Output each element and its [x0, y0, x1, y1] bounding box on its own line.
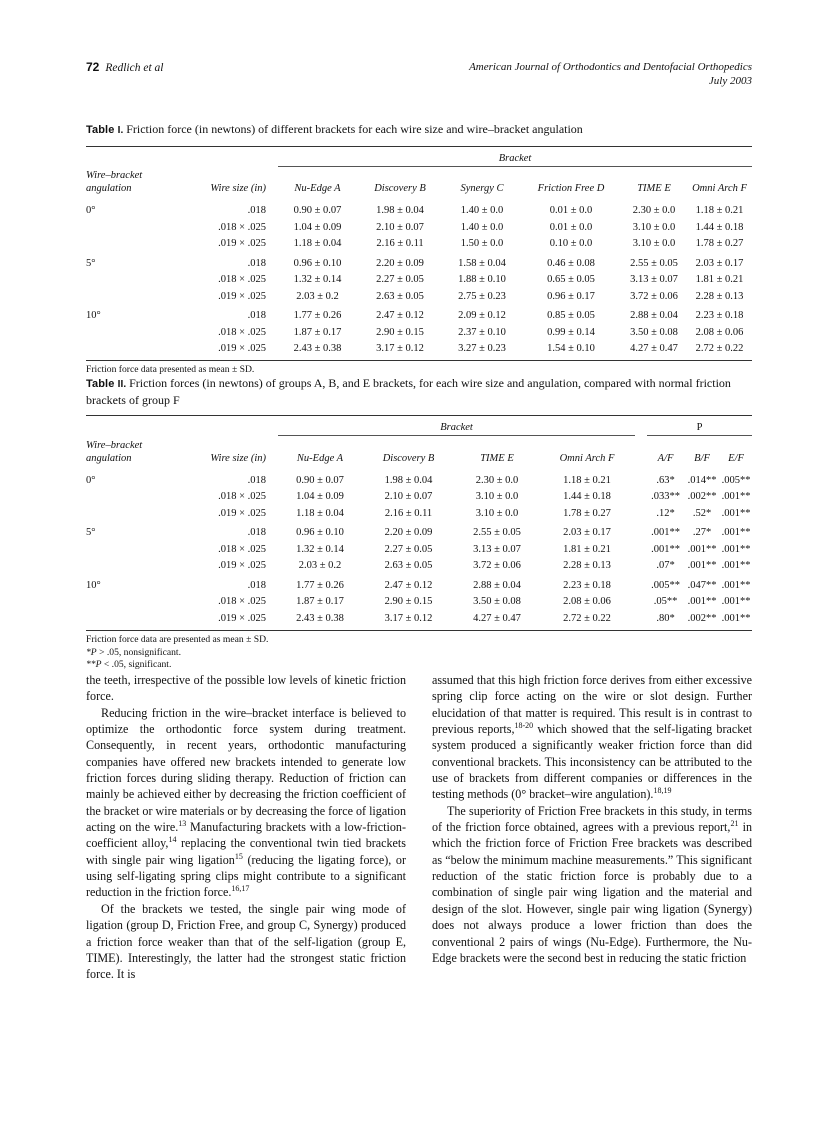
- cell-angulation: [86, 505, 170, 522]
- cell-friction-force: 2.16 ± 0.11: [376, 238, 424, 250]
- cell-friction-force: 1.04 ± 0.09: [293, 221, 342, 233]
- cell-gap: [635, 558, 647, 575]
- body-paragraph: the teeth, irrespective of the possible low levels of kinetic friction force.: [86, 673, 406, 704]
- table-2-p-head-0: A/F: [657, 452, 674, 464]
- cell-friction-force: 1.87 ± 0.17: [293, 326, 342, 338]
- cell-wire-size: .018 × .025: [218, 596, 266, 608]
- cell-p-value: .005**: [651, 579, 680, 591]
- cell-friction-force: 2.16 ± 0.11: [384, 507, 433, 519]
- cell-friction-force: 1.44 ± 0.18: [695, 221, 744, 233]
- cell-gap: [635, 470, 647, 489]
- cell-p-value: .001**: [720, 611, 752, 631]
- cell-p-value: .001**: [651, 527, 680, 539]
- table-2-footnote-double-star: **P < .05, significant.: [86, 659, 172, 671]
- table-2-col-head-0: Nu-Edge A: [296, 452, 344, 464]
- cell-angulation: [86, 341, 170, 361]
- cell-friction-force: 1.32 ± 0.14: [293, 274, 342, 286]
- cell-gap: [635, 541, 647, 558]
- table-row: [86, 253, 752, 272]
- cell-friction-force: 2.08 ± 0.06: [695, 326, 744, 338]
- table-1-col-head-4: TIME E: [637, 183, 671, 194]
- table-1-col-head-1: Discovery B: [374, 183, 426, 194]
- table-1-caption-text: Friction force (in newtons) of different brackets for each wire size and wire–bracket angulation: [126, 122, 583, 136]
- table-2-caption-text: Friction forces (in newtons) of groups A, B, and E brackets, for each wire size and angulation, compared with normal friction brackets of group F: [86, 376, 731, 407]
- cell-friction-force: 0.10 ± 0.0: [549, 238, 593, 250]
- table-1-col-head-2: Synergy C: [460, 183, 504, 194]
- cell-friction-force: 4.27 ± 0.47: [621, 341, 687, 361]
- cell-friction-force: 1.98 ± 0.04: [384, 474, 433, 486]
- cell-angulation: [86, 611, 170, 631]
- table-1-col-head-0: Nu-Edge A: [294, 183, 341, 194]
- cell-friction-force: 3.17 ± 0.12: [362, 611, 455, 631]
- cell-friction-force: 2.43 ± 0.38: [278, 341, 357, 361]
- cell-gap: [635, 594, 647, 611]
- cell-angulation: [86, 558, 170, 575]
- issue-date: July 2003: [708, 75, 752, 87]
- cell-friction-force: 1.18 ± 0.04: [293, 238, 342, 250]
- cell-friction-force: 2.30 ± 0.0: [632, 205, 676, 216]
- journal-title: American Journal of Orthodontics and Dentofacial Orthopedics: [469, 61, 752, 73]
- cell-gap: [635, 505, 647, 522]
- cell-p-value: .001**: [721, 543, 751, 555]
- cell-friction-force: 2.03 ± 0.2: [296, 290, 339, 302]
- table-2-caption: [86, 376, 752, 408]
- body-column-left: [86, 672, 406, 983]
- cell-friction-force: 1.18 ± 0.21: [695, 205, 744, 216]
- cell-p-value: .05**: [653, 596, 678, 608]
- cell-friction-force: 1.98 ± 0.04: [376, 205, 424, 216]
- cell-p-value: .001**: [651, 543, 680, 555]
- cell-friction-force: 1.81 ± 0.21: [695, 274, 744, 286]
- cell-friction-force: 1.18 ± 0.21: [563, 474, 611, 486]
- cell-friction-force: 1.81 ± 0.21: [563, 543, 611, 555]
- body-paragraph: The superiority of Friction Free brackets in this study, in terms of the friction force obtained, agrees with a previous report,$^{21}$ in which the friction force of Friction Free brackets was described as “below the minimum machine measurements.” This significant reduction of the static friction force is probably due to a combination of single pair wing ligation and the material and design of the slot. However, single pair wing ligation (Synergy) does not always produce a lower friction than does the conventional 2 pairs of wings (Nu-Edge). Furthermore, the Nu-Edge brackets were the second best in reducing the static friction: [432, 803, 752, 965]
- running-head-right: [469, 60, 752, 88]
- cell-friction-force: 4.27 ± 0.47: [455, 611, 539, 631]
- cell-angulation: 5°: [86, 527, 96, 539]
- body-paragraph: Of the brackets we tested, the single pair wing mode of ligation (group D, Friction Free, and group C, Synergy) produced a friction force weaker than that of the self-ligation (group E, TIME). Interestingly, the latter had the strongest static friction force. It is: [86, 901, 406, 982]
- cell-friction-force: 2.90 ± 0.15: [384, 596, 433, 608]
- table-2-col-head-1: Discovery B: [382, 452, 435, 464]
- cell-friction-force: 0.96 ± 0.10: [293, 257, 342, 269]
- cell-angulation: [86, 594, 170, 611]
- cell-p-value: .001**: [721, 507, 751, 519]
- table-1-col-head-5: Omni Arch F: [692, 183, 747, 194]
- table-row: [86, 522, 752, 541]
- cell-friction-force: 3.17 ± 0.12: [357, 341, 443, 361]
- table-row: [86, 305, 752, 324]
- cell-gap: [635, 575, 647, 594]
- cell-angulation: 0°: [86, 474, 96, 486]
- spanner-gap: [635, 416, 647, 436]
- cell-angulation: [86, 324, 170, 341]
- cell-friction-force: 1.58 ± 0.04: [458, 257, 506, 269]
- body-column-right: [432, 672, 752, 983]
- table-1-col-head-3: Friction Free D: [537, 183, 605, 194]
- cell-wire-size: .019 × .025: [170, 611, 278, 631]
- cell-friction-force: 3.13 ± 0.07: [473, 543, 521, 555]
- table-2-wire-size-head: Wire size (in): [210, 452, 266, 464]
- cell-friction-force: 3.72 ± 0.06: [473, 560, 521, 572]
- cell-p-value: .80*: [647, 611, 684, 631]
- table-2-col-head-2: TIME E: [480, 452, 514, 464]
- cell-friction-force: 0.65 ± 0.05: [547, 274, 595, 286]
- table-row: [86, 200, 752, 219]
- table-row: [86, 289, 752, 306]
- running-head-left: [86, 60, 163, 74]
- cell-friction-force: 2.55 ± 0.05: [473, 527, 521, 539]
- table-2-col-head-3: Omni Arch F: [559, 452, 615, 464]
- cell-wire-size: .019 × .025: [218, 238, 266, 250]
- cell-p-value: .001**: [687, 560, 717, 572]
- cell-wire-size: .018: [247, 205, 266, 216]
- table-2-column-head-row: [86, 436, 752, 470]
- cell-wire-size: .019 × .025: [170, 341, 278, 361]
- cell-p-value: .002**: [684, 611, 720, 631]
- cell-p-value: .52*: [692, 507, 712, 519]
- cell-wire-size: .018: [247, 579, 266, 591]
- cell-friction-force: 0.96 ± 0.17: [547, 290, 595, 302]
- cell-friction-force: 2.90 ± 0.15: [376, 326, 424, 338]
- cell-p-value: .001**: [721, 596, 751, 608]
- cell-friction-force: 3.10 ± 0.0: [475, 507, 519, 519]
- journal-page: [86, 0, 752, 1122]
- cell-friction-force: 0.85 ± 0.05: [547, 310, 595, 322]
- cell-friction-force: 2.03 ± 0.17: [563, 527, 611, 539]
- cell-wire-size: .018: [247, 527, 266, 539]
- cell-wire-size: .018: [247, 257, 266, 269]
- cell-p-value: .27*: [692, 527, 712, 539]
- cell-friction-force: 2.27 ± 0.05: [376, 274, 424, 286]
- table-1-caption: [86, 122, 752, 139]
- table-1-label: Table I.: [86, 124, 124, 136]
- table-row: [86, 219, 752, 236]
- cell-friction-force: 2.88 ± 0.04: [630, 310, 678, 322]
- cell-friction-force: 2.37 ± 0.10: [458, 326, 506, 338]
- cell-friction-force: 1.04 ± 0.09: [296, 491, 344, 503]
- cell-angulation: 10°: [86, 310, 101, 322]
- table-2-spanner-p: P: [647, 416, 752, 436]
- cell-friction-force: 0.96 ± 0.10: [296, 527, 344, 539]
- cell-p-value: .001**: [721, 491, 751, 503]
- spanner-blank-stub-2: [86, 416, 170, 436]
- cell-friction-force: 1.32 ± 0.14: [296, 543, 344, 555]
- cell-angulation: [86, 489, 170, 506]
- cell-friction-force: 2.47 ± 0.12: [384, 579, 433, 591]
- table-row: [86, 558, 752, 575]
- spanner-blank-wiresize: [170, 146, 278, 166]
- cell-angulation: [86, 272, 170, 289]
- running-head: [86, 60, 752, 100]
- cell-friction-force: 3.13 ± 0.07: [630, 274, 678, 286]
- table-2: [86, 415, 752, 631]
- cell-p-value: .63*: [656, 474, 675, 486]
- table-row: [86, 505, 752, 522]
- cell-wire-size: .018 × .025: [218, 543, 266, 555]
- page-number: 72: [86, 60, 100, 74]
- cell-friction-force: 0.99 ± 0.14: [547, 326, 595, 338]
- table-2-note: Friction force data are presented as mean ± SD.: [86, 633, 269, 645]
- table-row: [86, 575, 752, 594]
- cell-friction-force: 1.87 ± 0.17: [296, 596, 344, 608]
- cell-friction-force: 1.40 ± 0.0: [460, 205, 504, 216]
- cell-p-value: .001**: [687, 543, 717, 555]
- cell-friction-force: 2.20 ± 0.09: [384, 527, 433, 539]
- cell-friction-force: 0.01 ± 0.0: [549, 221, 593, 233]
- cell-friction-force: 2.43 ± 0.38: [278, 611, 362, 631]
- table-2-spanner-bracket: Bracket: [278, 416, 635, 436]
- cell-p-value: .12*: [656, 507, 675, 519]
- cell-angulation: [86, 541, 170, 558]
- cell-angulation: [86, 289, 170, 306]
- table-row: [86, 594, 752, 611]
- cell-friction-force: 2.72 ± 0.22: [539, 611, 635, 631]
- body-text: [86, 672, 752, 983]
- cell-friction-force: 2.75 ± 0.23: [458, 290, 506, 302]
- table-1-body: [86, 200, 752, 361]
- cell-friction-force: 2.28 ± 0.13: [695, 290, 744, 302]
- body-paragraph: assumed that this high friction force derives from either excessive spring clip force acting on the wire or slot design. Further elucidation of that matter is required. This result is in contrast to previous reports,$^{18-20}$ which showed that the self-ligating bracket system produced a significantly weaker friction force than did conventional brackets. This inconsistency can be attributed to the use of brackets from different companies or differences in the testing methods (0° bracket–wire angulation).$^{18,19}$: [432, 673, 753, 802]
- cell-friction-force: 0.46 ± 0.08: [547, 257, 595, 269]
- cell-gap: [635, 522, 647, 541]
- cell-angulation: [86, 236, 170, 253]
- table-row: [86, 489, 752, 506]
- cell-friction-force: 1.88 ± 0.10: [458, 274, 506, 286]
- table-1-block: [86, 122, 752, 377]
- cell-p-value: .033**: [651, 491, 680, 503]
- cell-wire-size: .018 × .025: [218, 221, 266, 233]
- cell-p-value: .005**: [721, 474, 751, 486]
- cell-friction-force: 1.54 ± 0.10: [521, 341, 621, 361]
- table-2-block: [86, 376, 752, 672]
- cell-angulation: [86, 219, 170, 236]
- table-1-stub-head: Wire–bracket angulation: [86, 170, 143, 194]
- cell-gap: [635, 489, 647, 506]
- table-2-footnote-star: *P > .05, nonsignificant.: [86, 646, 181, 658]
- table-row: [86, 272, 752, 289]
- table-2-label: Table II.: [86, 378, 127, 390]
- cell-friction-force: 2.03 ± 0.2: [298, 560, 342, 572]
- table-row: [86, 324, 752, 341]
- cell-friction-force: 3.10 ± 0.0: [475, 491, 519, 503]
- table-2-stub-head: Wire–bracket angulation: [86, 439, 143, 464]
- cell-friction-force: 3.50 ± 0.08: [473, 596, 521, 608]
- cell-friction-force: 2.88 ± 0.04: [473, 579, 521, 591]
- cell-friction-force: 2.28 ± 0.13: [563, 560, 611, 572]
- cell-friction-force: 0.90 ± 0.07: [293, 205, 342, 216]
- cell-wire-size: .018 × .025: [218, 274, 266, 286]
- cell-friction-force: 2.47 ± 0.12: [376, 310, 424, 322]
- cell-wire-size: .019 × .025: [218, 560, 266, 572]
- table-row: [86, 611, 752, 631]
- table-row: [86, 470, 752, 489]
- cell-wire-size: .018: [247, 474, 266, 486]
- cell-angulation: 10°: [86, 579, 101, 591]
- cell-friction-force: 3.50 ± 0.08: [630, 326, 678, 338]
- cell-friction-force: 2.10 ± 0.07: [376, 221, 424, 233]
- cell-p-value: .002**: [687, 491, 717, 503]
- cell-friction-force: 2.08 ± 0.06: [563, 596, 611, 608]
- cell-friction-force: 2.03 ± 0.17: [695, 257, 744, 269]
- cell-wire-size: .019 × .025: [218, 290, 266, 302]
- table-2-col-head-gap: [635, 436, 647, 470]
- cell-friction-force: 3.10 ± 0.0: [632, 221, 676, 233]
- cell-friction-force: 0.90 ± 0.07: [296, 474, 344, 486]
- table-2-p-head-1: B/F: [694, 452, 710, 464]
- table-2-notes: [86, 634, 752, 672]
- cell-p-value: .047**: [687, 579, 717, 591]
- cell-friction-force: 1.77 ± 0.26: [293, 310, 342, 322]
- cell-p-value: .001**: [721, 579, 751, 591]
- cell-friction-force: 2.72 ± 0.22: [687, 341, 752, 361]
- cell-friction-force: 2.20 ± 0.09: [376, 257, 424, 269]
- cell-friction-force: 1.18 ± 0.04: [296, 507, 344, 519]
- running-head-authors: Redlich et al: [105, 62, 164, 74]
- cell-friction-force: 3.10 ± 0.0: [632, 238, 676, 250]
- table-1-spanner-bracket: Bracket: [278, 146, 752, 166]
- cell-friction-force: 2.63 ± 0.05: [384, 560, 433, 572]
- table-1-wire-size-head: Wire size (in): [210, 183, 266, 194]
- cell-friction-force: 1.77 ± 0.26: [296, 579, 344, 591]
- spanner-blank-stub: [86, 146, 170, 166]
- cell-angulation: 0°: [86, 205, 96, 216]
- cell-friction-force: 0.01 ± 0.0: [549, 205, 593, 216]
- table-2-body: [86, 470, 752, 631]
- cell-p-value: .07*: [656, 560, 675, 572]
- table-2-spanner-row: [86, 416, 752, 436]
- table-1-spanner-row: [86, 146, 752, 166]
- body-paragraph: Reducing friction in the wire–bracket interface is believed to optimize the orthodontic force system during treatment. Consequently, in recent years, orthodontic manufacturing companies have offered new brackets intended to generate low friction forces during sliding therapy. Reduction of friction can mainly be achieved either by decreasing the friction coefficient of the bracket or wire materials or by decreasing the force of ligation acting on the wire.$^{13}$ Manufacturing brackets with a low-friction-coefficient alloy,$^{14}$ replacing the conventional twin tied brackets with single pair wing ligation$^{15}$ (reducing the ligating force), or using self-ligating spring clips might contribute to a significant reduction in the friction force.$^{16,17}$: [86, 705, 407, 900]
- cell-friction-force: 2.30 ± 0.0: [475, 474, 519, 486]
- cell-angulation: 5°: [86, 257, 96, 269]
- cell-friction-force: 1.78 ± 0.27: [695, 238, 744, 250]
- cell-friction-force: 2.23 ± 0.18: [563, 579, 611, 591]
- table-row: [86, 541, 752, 558]
- table-1-column-head-row: [86, 166, 752, 200]
- cell-friction-force: 1.50 ± 0.0: [460, 238, 504, 250]
- cell-friction-force: 2.27 ± 0.05: [384, 543, 433, 555]
- table-2-p-head-2: E/F: [728, 452, 744, 464]
- table-row: [86, 236, 752, 253]
- spanner-blank-wiresize-2: [170, 416, 278, 436]
- cell-friction-force: 2.10 ± 0.07: [384, 491, 433, 503]
- cell-friction-force: 2.55 ± 0.05: [630, 257, 678, 269]
- cell-friction-force: 2.09 ± 0.12: [458, 310, 506, 322]
- cell-friction-force: 3.27 ± 0.23: [443, 341, 521, 361]
- cell-p-value: .001**: [687, 596, 717, 608]
- cell-friction-force: 1.40 ± 0.0: [460, 221, 504, 233]
- cell-wire-size: .019 × .025: [218, 507, 266, 519]
- cell-friction-force: 1.44 ± 0.18: [563, 491, 611, 503]
- cell-p-value: .001**: [721, 527, 751, 539]
- cell-friction-force: 2.23 ± 0.18: [695, 310, 744, 322]
- cell-wire-size: .018 × .025: [218, 491, 266, 503]
- cell-friction-force: 3.72 ± 0.06: [630, 290, 678, 302]
- cell-wire-size: .018 × .025: [218, 326, 266, 338]
- table-1-note: Friction force data presented as mean ± SD.: [86, 364, 255, 376]
- table-1: [86, 146, 752, 362]
- cell-friction-force: 2.63 ± 0.05: [376, 290, 424, 302]
- cell-p-value: .001**: [721, 560, 751, 572]
- cell-gap: [635, 611, 647, 631]
- table-row: [86, 341, 752, 361]
- cell-friction-force: 1.78 ± 0.27: [563, 507, 611, 519]
- cell-p-value: .014**: [687, 474, 717, 486]
- cell-wire-size: .018: [247, 310, 266, 322]
